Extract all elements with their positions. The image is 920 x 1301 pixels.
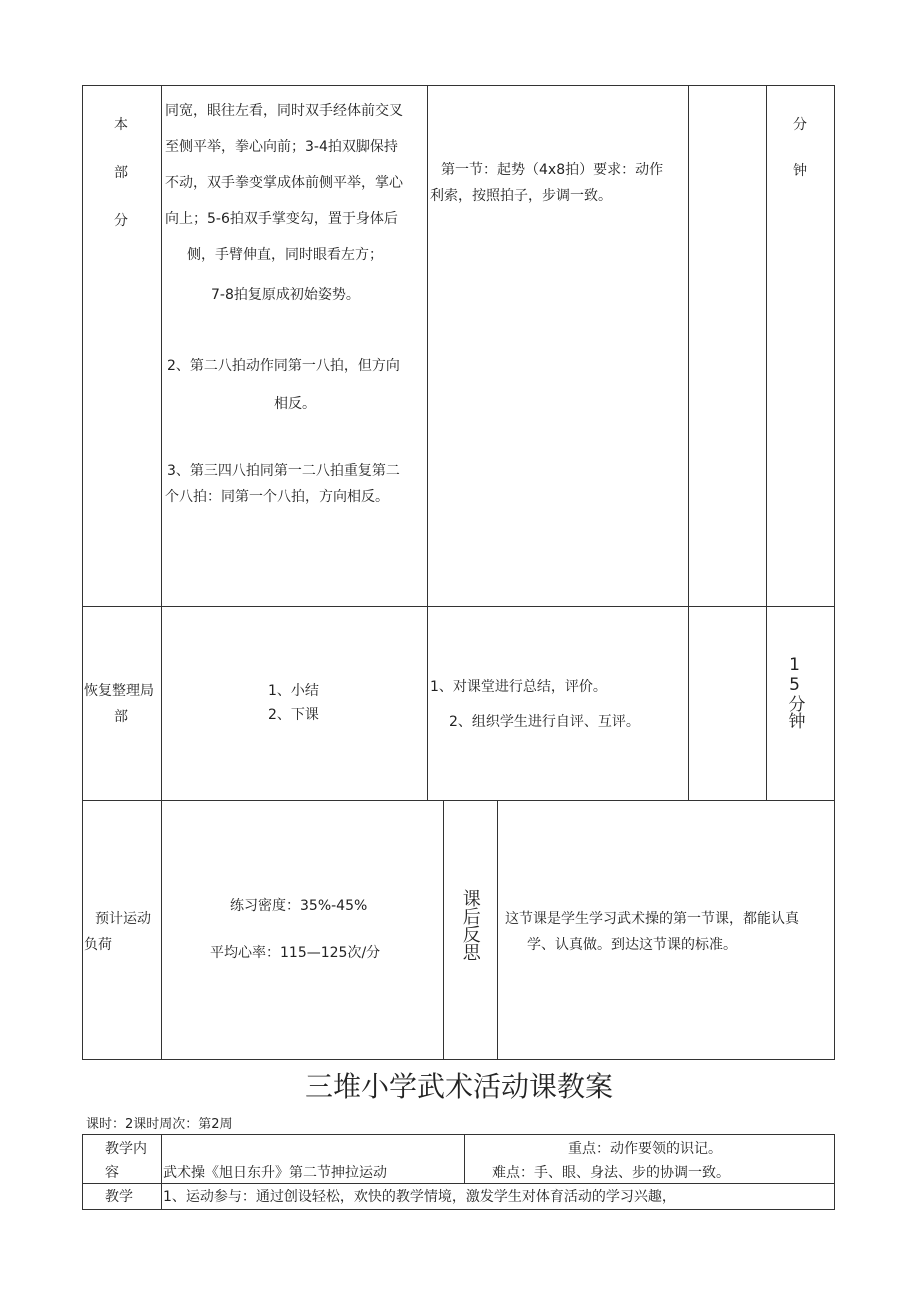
lesson-meta: 课时：2课时周次：第2周 — [86, 1117, 233, 1132]
content-line: 侧，手臂伸直，同时眼看左方； — [187, 247, 383, 263]
table-border-top — [82, 1134, 835, 1135]
goal-label: 教学 — [105, 1189, 133, 1205]
time-char: 钟 — [793, 163, 807, 179]
content-line: 2、第二八拍动作同第一八拍，但方向 — [167, 358, 400, 374]
section-label-char: 部 — [114, 165, 128, 181]
content-line: 不动，双手拳变掌成体前侧平举，掌心 — [165, 175, 403, 191]
table-col-divider — [161, 85, 162, 1060]
table-col-divider — [464, 1134, 465, 1184]
content-label-line: 容 — [105, 1165, 119, 1181]
reflection-line: 学、认真做。到达这节课的标准。 — [527, 937, 737, 953]
table-border-bottom — [82, 1059, 835, 1060]
section-label-line: 恢复整理局 — [84, 683, 154, 699]
load-label-line: 负荷 — [84, 937, 112, 953]
practice-density: 练习密度：35%-45% — [230, 898, 368, 914]
table-col-divider — [766, 85, 767, 800]
goal-value: 1、运动参与：通过创设轻松，欢快的教学情境，激发学生对体育活动的学习兴趣， — [163, 1189, 676, 1205]
time-char: 分 — [793, 117, 807, 133]
content-line: 7-8拍复原成初始姿势。 — [211, 287, 360, 303]
reflection-line: 这节课是学生学习武术操的第一节课，都能认真 — [505, 911, 799, 927]
requirement-line: 1、对课堂进行总结，评价。 — [430, 679, 607, 695]
table-border-left — [82, 85, 83, 1060]
section-label-char: 分 — [114, 213, 128, 229]
difficulty: 难点：手、眼、身法、步的协调一致。 — [492, 1165, 730, 1181]
content-line: 至侧平举，拳心向前；3-4拍双脚保持 — [165, 139, 398, 155]
load-label-line: 预计运动 — [95, 911, 151, 927]
content-line: 个八拍：同第一个八拍，方向相反。 — [165, 489, 389, 505]
content-line: 2、下课 — [268, 707, 319, 723]
key-point: 重点：动作要领的识记。 — [568, 1141, 722, 1157]
reflection-label: 课后反思 — [459, 889, 481, 961]
table-col-divider — [161, 1134, 162, 1210]
table-border-right — [834, 1134, 835, 1210]
section-label-line: 部 — [114, 709, 128, 725]
content-line: 同宽，眼往左看，同时双手经体前交叉 — [165, 103, 403, 119]
page-title: 三堆小学武术活动课教案 — [305, 1070, 614, 1103]
content-line: 相反。 — [274, 396, 316, 412]
table-row-divider — [82, 800, 835, 801]
requirement-line: 第一节：起势（4x8拍）要求：动作 — [441, 162, 664, 178]
table-border-left — [82, 1134, 83, 1210]
section-label-char: 本 — [114, 117, 128, 133]
table-row-divider — [82, 1209, 835, 1210]
table-col-divider — [443, 800, 444, 1059]
requirement-line: 利索，按照拍子，步调一致。 — [430, 188, 612, 204]
requirement-line: 2、组织学生进行自评、互评。 — [449, 714, 640, 730]
content-value: 武术操《旭日东升》第二节抻拉运动 — [163, 1165, 387, 1181]
content-line: 3、第三四八拍同第一二八拍重复第二 — [167, 463, 400, 479]
time-value: 15分钟 — [784, 655, 805, 729]
table-col-divider — [497, 800, 498, 1059]
table-row-divider — [82, 606, 835, 607]
content-line: 向上；5-6拍双手掌变勾，置于身体后 — [165, 211, 398, 227]
table-border-right — [834, 85, 835, 1060]
table-col-divider — [688, 85, 689, 800]
content-line: 1、小结 — [268, 683, 319, 699]
heart-rate: 平均心率：115—125次/分 — [210, 945, 381, 961]
content-label-line: 教学内 — [105, 1141, 147, 1157]
table-col-divider — [427, 85, 428, 800]
table-border-top — [82, 85, 835, 86]
table-row-divider — [82, 1183, 835, 1184]
